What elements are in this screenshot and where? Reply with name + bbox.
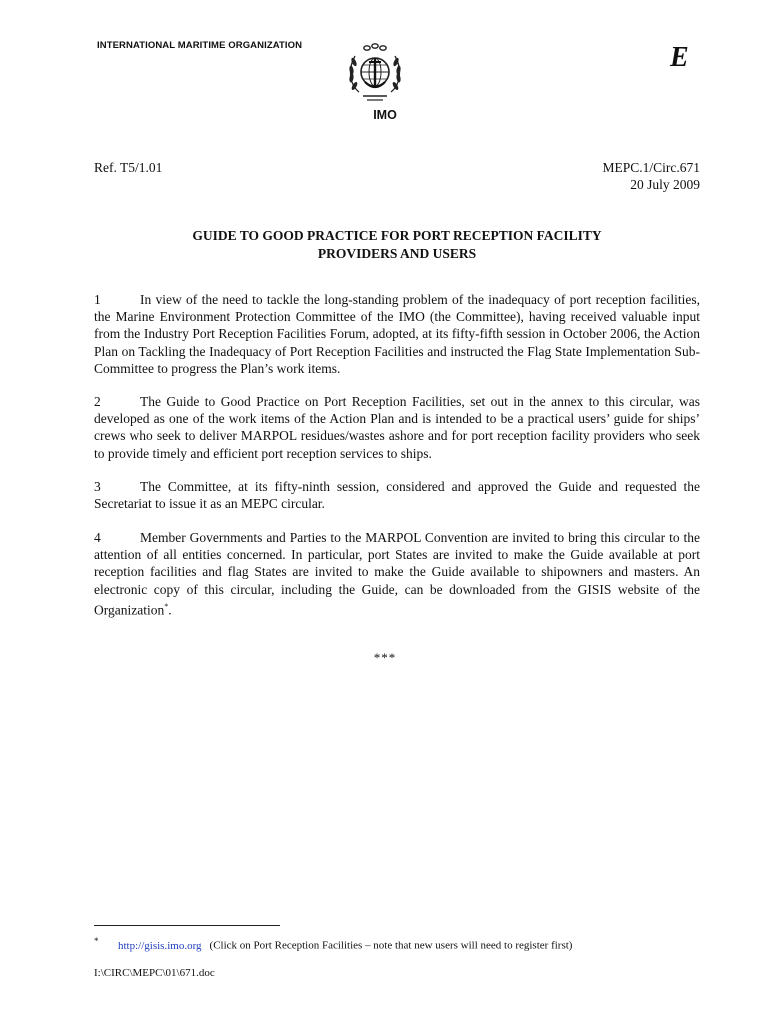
footnote-divider: [94, 925, 280, 926]
paragraph-text: The Guide to Good Practice on Port Reception Facilities, set out in the annex to this circular, was developed as one of the work items of the Action Plan and is intended to be a practical users’ guide for ships’ crews who seek to deliver MARPOL residues/wastes ashore and for port reception facility providers who seek to provide timely and efficient port reception services to ships.: [94, 394, 700, 461]
paragraph-number: 4: [94, 530, 101, 545]
paragraph-number: 2: [94, 394, 101, 409]
footnote: [94, 936, 572, 952]
file-path: I:\CIRC\MEPC\01\671.doc: [94, 967, 215, 979]
paragraph-text: In view of the need to tackle the long-standing problem of the inadequacy of port reception facilities, the Marine Environment Protection Committee of the IMO (the Committee), having received valuable input from the Industry Port Reception Facilities Forum, adopted, at its fifty-fifth session in October 2006, the Action Plan on Tackling the Inadequacy of Port Reception Facilities and instructed the Flag State Implementation Sub-Committee to progress the Plan’s work items.: [94, 292, 700, 376]
document-title: [94, 227, 700, 262]
title-line-2: PROVIDERS AND USERS: [317, 245, 477, 261]
section-separator: ***: [373, 650, 397, 665]
title-line-1: GUIDE TO GOOD PRACTICE FOR PORT RECEPTION FACILITY: [192, 228, 602, 243]
footnote-marker: *: [94, 936, 99, 946]
paragraph-2: [94, 393, 700, 462]
paragraph-text: Member Governments and Parties to the MARPOL Convention are invited to bring this circular to the attention of all entities concerned. In particular, port States are invited to make the Guide available at port reception facilities and flag States are invited to make the Guide available to shipowners and masters. An electronic copy of this circular, including the Guide, can be downloaded from the GISIS website of the Organization: [94, 530, 700, 618]
paragraph-tail: .: [168, 602, 172, 618]
footnote-text: (Click on Port Reception Facilities – note that new users will need to register first): [209, 939, 573, 952]
reference-number: Ref. T5/1.01: [94, 160, 163, 175]
paragraph-number: 3: [94, 479, 101, 494]
paragraph-text: The Committee, at its fifty-ninth session, considered and approved the Guide and requested the Secretariat to issue it as an MEPC circular.: [94, 479, 700, 512]
gisis-link[interactable]: http://gisis.imo.org: [118, 939, 202, 952]
imo-emblem-icon: [345, 40, 405, 104]
paragraph-4: [94, 529, 700, 619]
paragraph-3: [94, 478, 700, 512]
language-code: E: [670, 42, 689, 73]
paragraph-number: 1: [94, 292, 101, 307]
paragraph-1: [94, 291, 700, 377]
document-date: 20 July 2009: [630, 177, 700, 192]
organization-name: INTERNATIONAL MARITIME ORGANIZATION: [97, 40, 303, 51]
document-symbol: MEPC.1/Circ.671: [602, 160, 700, 175]
footnote-reference[interactable]: *: [164, 601, 169, 611]
organization-acronym: IMO: [373, 108, 397, 122]
